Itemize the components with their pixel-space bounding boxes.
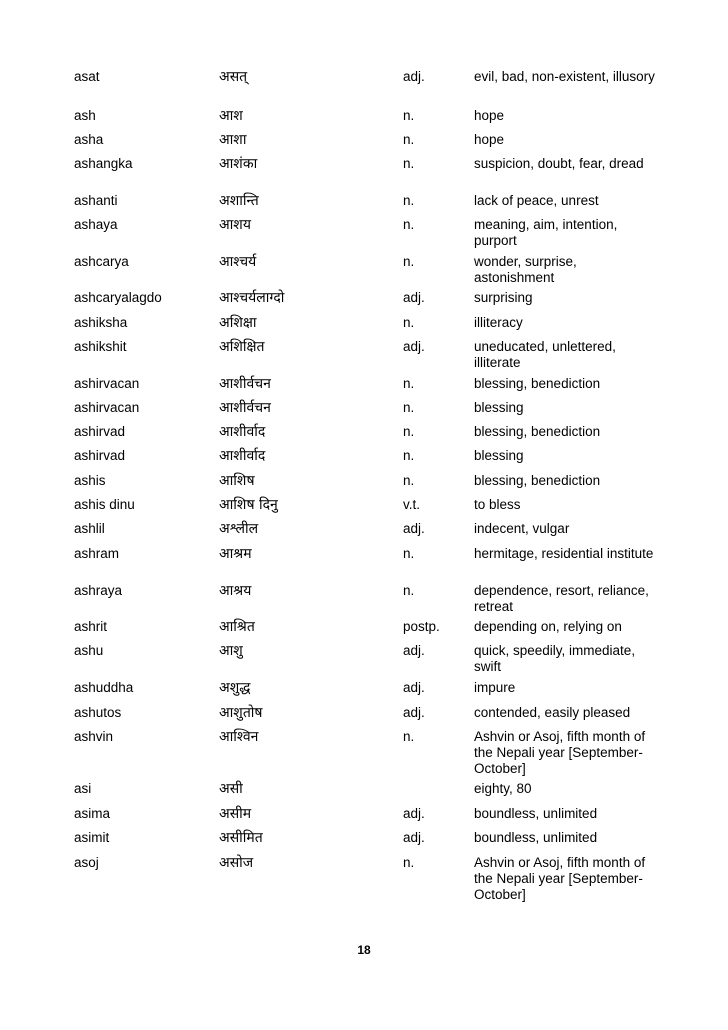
entry-part-of-speech: n. — [403, 132, 415, 147]
entry-part-of-speech: adj. — [403, 69, 425, 84]
entry-devanagari: आश्रय — [219, 583, 252, 599]
entry-word: ashirvacan — [74, 376, 140, 391]
entry-word: asi — [74, 781, 92, 796]
entry-devanagari: असी — [219, 781, 243, 797]
entry-part-of-speech: postp. — [403, 619, 440, 634]
entry-word: ashirvad — [74, 424, 126, 439]
entry-definition: uneducated, unlettered, illiterate — [474, 339, 616, 370]
entry-word: ashlil — [74, 521, 105, 536]
entry-devanagari: असीमित — [219, 830, 263, 846]
entry-definition: boundless, unlimited — [474, 830, 598, 845]
entry-word: asat — [74, 69, 100, 84]
entry-word: ashuddha — [74, 680, 134, 695]
entry-part-of-speech: n. — [403, 108, 415, 123]
entry-definition: dependence, resort, reliance, retreat — [474, 583, 649, 614]
entry-devanagari: आश — [219, 108, 243, 124]
entry-word: asima — [74, 806, 111, 821]
page-number: 18 — [357, 943, 371, 957]
entry-part-of-speech: n. — [403, 424, 415, 439]
entry-definition: surprising — [474, 290, 533, 305]
entry-word: ashikshit — [74, 339, 127, 354]
entry-part-of-speech: n. — [403, 254, 415, 269]
entry-definition: meaning, aim, intention, purport — [474, 217, 618, 248]
entry-word: ashangka — [74, 156, 133, 171]
entry-part-of-speech: n. — [403, 729, 415, 744]
entry-part-of-speech: n. — [403, 315, 415, 330]
entry-part-of-speech: adj. — [403, 680, 425, 695]
entry-devanagari: आश्रम — [219, 546, 252, 562]
entry-word: ashirvad — [74, 448, 126, 463]
entry-word: ashrit — [74, 619, 108, 634]
entry-devanagari: आशीर्वाद — [219, 424, 266, 440]
entry-part-of-speech: n. — [403, 583, 415, 598]
entry-devanagari: असीम — [219, 806, 252, 822]
entry-devanagari: आशीर्वाद — [219, 448, 266, 464]
entry-definition: illiteracy — [474, 315, 523, 330]
entry-definition: wonder, surprise, astonishment — [474, 254, 577, 285]
entry-devanagari: अशान्ति — [219, 193, 259, 209]
entry-devanagari: असोज — [219, 855, 254, 871]
entry-definition: Ashvin or Asoj, fifth month of the Nepali year [September-October] — [474, 729, 646, 776]
entry-part-of-speech: n. — [403, 193, 415, 208]
entry-word: ashvin — [74, 729, 114, 744]
entry-definition: suspicion, doubt, fear, dread — [474, 156, 644, 171]
entry-word: ashram — [74, 546, 120, 561]
entry-definition: blessing, benediction — [474, 424, 601, 439]
entry-word: asha — [74, 132, 104, 147]
entry-word: ashis dinu — [74, 497, 135, 512]
entry-part-of-speech: n. — [403, 448, 415, 463]
entry-devanagari: आशु — [219, 643, 243, 659]
entry-part-of-speech: n. — [403, 473, 415, 488]
entry-part-of-speech: adj. — [403, 705, 425, 720]
entry-word: ashcaryalagdo — [74, 290, 162, 305]
entry-definition: eighty, 80 — [474, 781, 532, 796]
entry-devanagari: आशंका — [219, 156, 258, 172]
entry-part-of-speech: n. — [403, 217, 415, 232]
entry-devanagari: आशीर्वचन — [219, 400, 271, 416]
entry-definition: blessing, benediction — [474, 473, 601, 488]
entry-definition: boundless, unlimited — [474, 806, 598, 821]
entry-part-of-speech: adj. — [403, 521, 425, 536]
entry-devanagari: आश्चर्य — [219, 254, 257, 270]
entry-word: ashu — [74, 643, 104, 658]
entry-definition: quick, speedily, immediate, swift — [474, 643, 636, 674]
entry-part-of-speech: n. — [403, 855, 415, 870]
entry-devanagari: आश्रित — [219, 619, 255, 635]
entry-definition: impure — [474, 680, 516, 695]
entry-word: ashutos — [74, 705, 122, 720]
entry-devanagari: अश्लील — [219, 521, 259, 537]
entry-part-of-speech: adj. — [403, 643, 425, 658]
entry-word: ashanti — [74, 193, 118, 208]
entry-definition: indecent, vulgar — [474, 521, 570, 536]
entry-devanagari: अशिक्षा — [219, 315, 257, 331]
entry-part-of-speech: adj. — [403, 830, 425, 845]
entry-devanagari: आशीर्वचन — [219, 376, 271, 392]
entry-devanagari: असत् — [219, 69, 248, 85]
entry-word: ashaya — [74, 217, 118, 232]
entry-word: ashirvacan — [74, 400, 140, 415]
entry-definition: hope — [474, 108, 505, 123]
entry-definition: Ashvin or Asoj, fifth month of the Nepali year [September-October] — [474, 855, 646, 902]
entry-part-of-speech: n. — [403, 376, 415, 391]
entry-word: ashiksha — [74, 315, 128, 330]
entry-devanagari: आशय — [219, 217, 251, 233]
entry-word: asoj — [74, 855, 99, 870]
entry-word: ashis — [74, 473, 106, 488]
entry-devanagari: आशिष दिनु — [219, 497, 278, 513]
entry-devanagari: अशिक्षित — [219, 339, 265, 355]
entry-devanagari: आशिष — [219, 473, 255, 489]
entry-definition: blessing — [474, 448, 524, 463]
entry-part-of-speech: adj. — [403, 806, 425, 821]
entry-word: ashraya — [74, 583, 123, 598]
entry-devanagari: आश्विन — [219, 729, 259, 745]
entry-definition: depending on, relying on — [474, 619, 622, 634]
entry-definition: contended, easily pleased — [474, 705, 631, 720]
entry-word: ashcarya — [74, 254, 129, 269]
entry-definition: lack of peace, unrest — [474, 193, 599, 208]
entry-part-of-speech: v.t. — [403, 497, 421, 512]
entry-part-of-speech: n. — [403, 546, 415, 561]
entry-definition: blessing — [474, 400, 524, 415]
entry-part-of-speech: n. — [403, 400, 415, 415]
entry-part-of-speech: adj. — [403, 339, 425, 354]
entry-word: ash — [74, 108, 96, 123]
entry-word: asimit — [74, 830, 110, 845]
entry-definition: blessing, benediction — [474, 376, 601, 391]
entry-definition: hermitage, residential institute — [474, 546, 654, 561]
entry-devanagari: आश्चर्यलाग्दो — [219, 290, 285, 306]
entry-devanagari: अशुद्ध — [219, 680, 251, 696]
entry-part-of-speech: adj. — [403, 290, 425, 305]
entry-definition: hope — [474, 132, 505, 147]
entry-devanagari: आशा — [219, 132, 247, 148]
entry-definition: evil, bad, non-existent, illusory — [474, 69, 655, 84]
entry-definition: to bless — [474, 497, 521, 512]
entry-part-of-speech: n. — [403, 156, 415, 171]
entry-devanagari: आशुतोष — [219, 705, 263, 721]
